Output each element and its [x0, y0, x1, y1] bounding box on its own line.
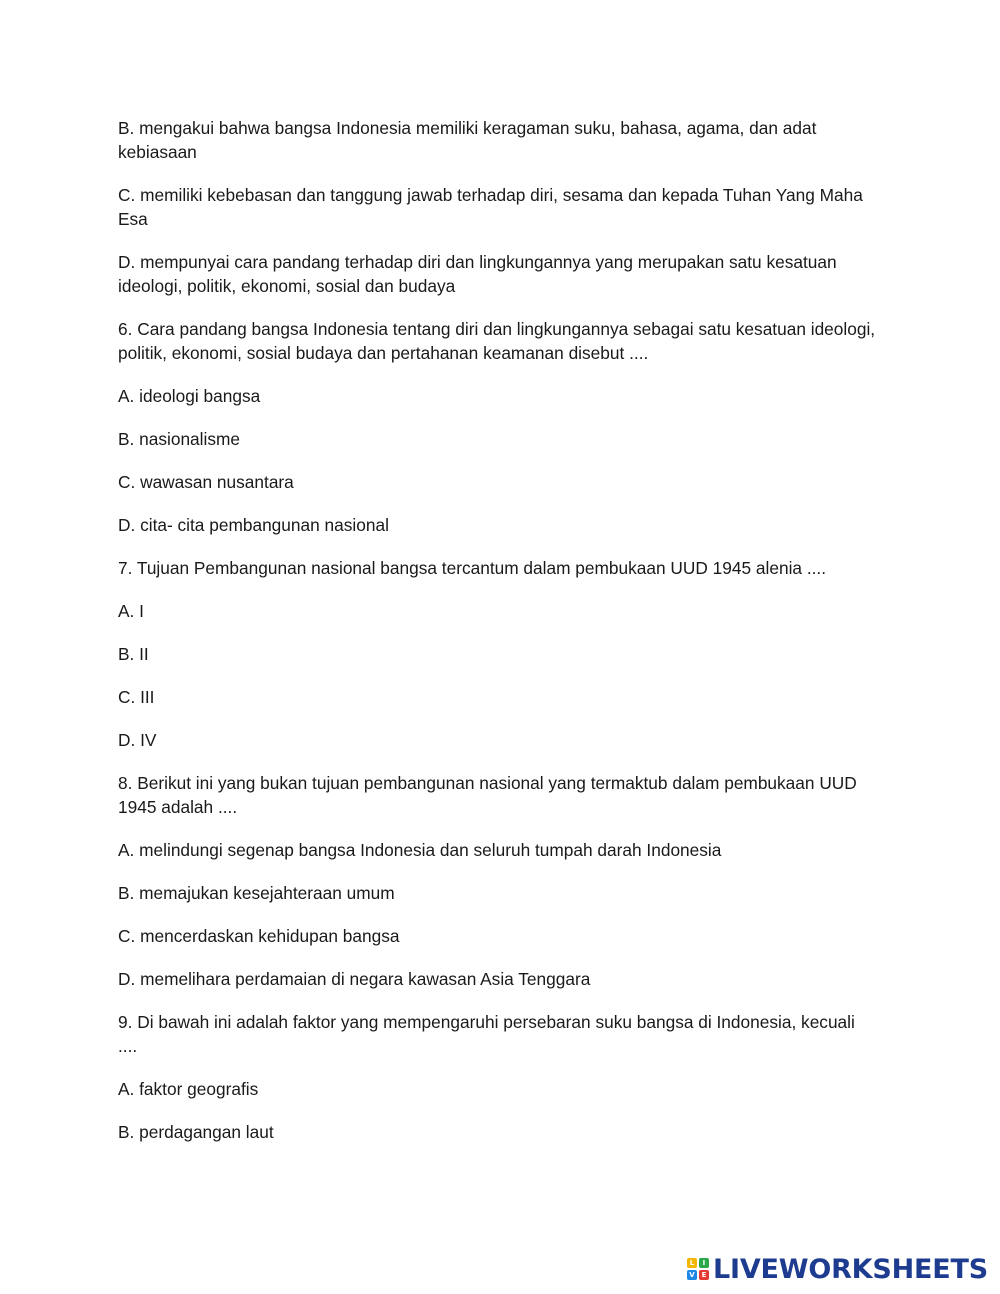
logo-mark-icon: [687, 1258, 709, 1280]
logo-letter-v: V: [687, 1270, 697, 1280]
question-6: 6. Cara pandang bangsa Indonesia tentang diri dan lingkungannya sebagai satu kesatuan ideologi, politik, ekonomi, sosial budaya dan pertahanan keamanan disebut ....: [118, 319, 876, 363]
answer-option: C. memiliki kebebasan dan tanggung jawab terhadap diri, sesama dan kepada Tuhan Yang Maha Esa: [118, 185, 863, 229]
question-9: 9. Di bawah ini adalah faktor yang mempengaruhi persebaran suku bangsa di Indonesia, kecuali ....: [118, 1012, 855, 1056]
answer-option: D. cita- cita pembangunan nasional: [118, 515, 389, 535]
question-7: 7. Tujuan Pembangunan nasional bangsa tercantum dalam pembukaan UUD 1945 alenia ....: [118, 558, 827, 578]
answer-option: A. I: [118, 601, 144, 621]
answer-option: C. wawasan nusantara: [118, 472, 294, 492]
answer-option: B. II: [118, 644, 149, 664]
logo-letter-e: E: [699, 1270, 709, 1280]
answer-option: A. ideologi bangsa: [118, 386, 261, 406]
worksheet-content: [118, 116, 878, 1163]
answer-option: D. IV: [118, 730, 157, 750]
logo-letter-l: L: [687, 1258, 697, 1268]
answer-option: B. mengakui bahwa bangsa Indonesia memiliki keragaman suku, bahasa, agama, dan adat kebiasaan: [118, 118, 817, 162]
answer-option: A. faktor geografis: [118, 1079, 259, 1099]
answer-option: B. perdagangan laut: [118, 1122, 274, 1142]
logo-wordmark: LIVEWORKSHEETS: [712, 1253, 988, 1285]
logo-letter-i: I: [699, 1258, 709, 1268]
answer-option: B. memajukan kesejahteraan umum: [118, 883, 395, 903]
question-8: 8. Berikut ini yang bukan tujuan pembangunan nasional yang termaktub dalam pembukaan UUD 1945 adalah ....: [118, 773, 857, 817]
answer-option: C. mencerdaskan kehidupan bangsa: [118, 926, 400, 946]
answer-option: C. III: [118, 687, 155, 707]
answer-option: D. memelihara perdamaian di negara kawasan Asia Tenggara: [118, 969, 591, 989]
answer-option: A. melindungi segenap bangsa Indonesia dan seluruh tumpah darah Indonesia: [118, 840, 722, 860]
answer-option: D. mempunyai cara pandang terhadap diri dan lingkungannya yang merupakan satu kesatuan ideologi, politik, ekonomi, sosial dan budaya: [118, 252, 837, 296]
liveworksheets-logo: [687, 1252, 988, 1286]
answer-option: B. nasionalisme: [118, 429, 240, 449]
